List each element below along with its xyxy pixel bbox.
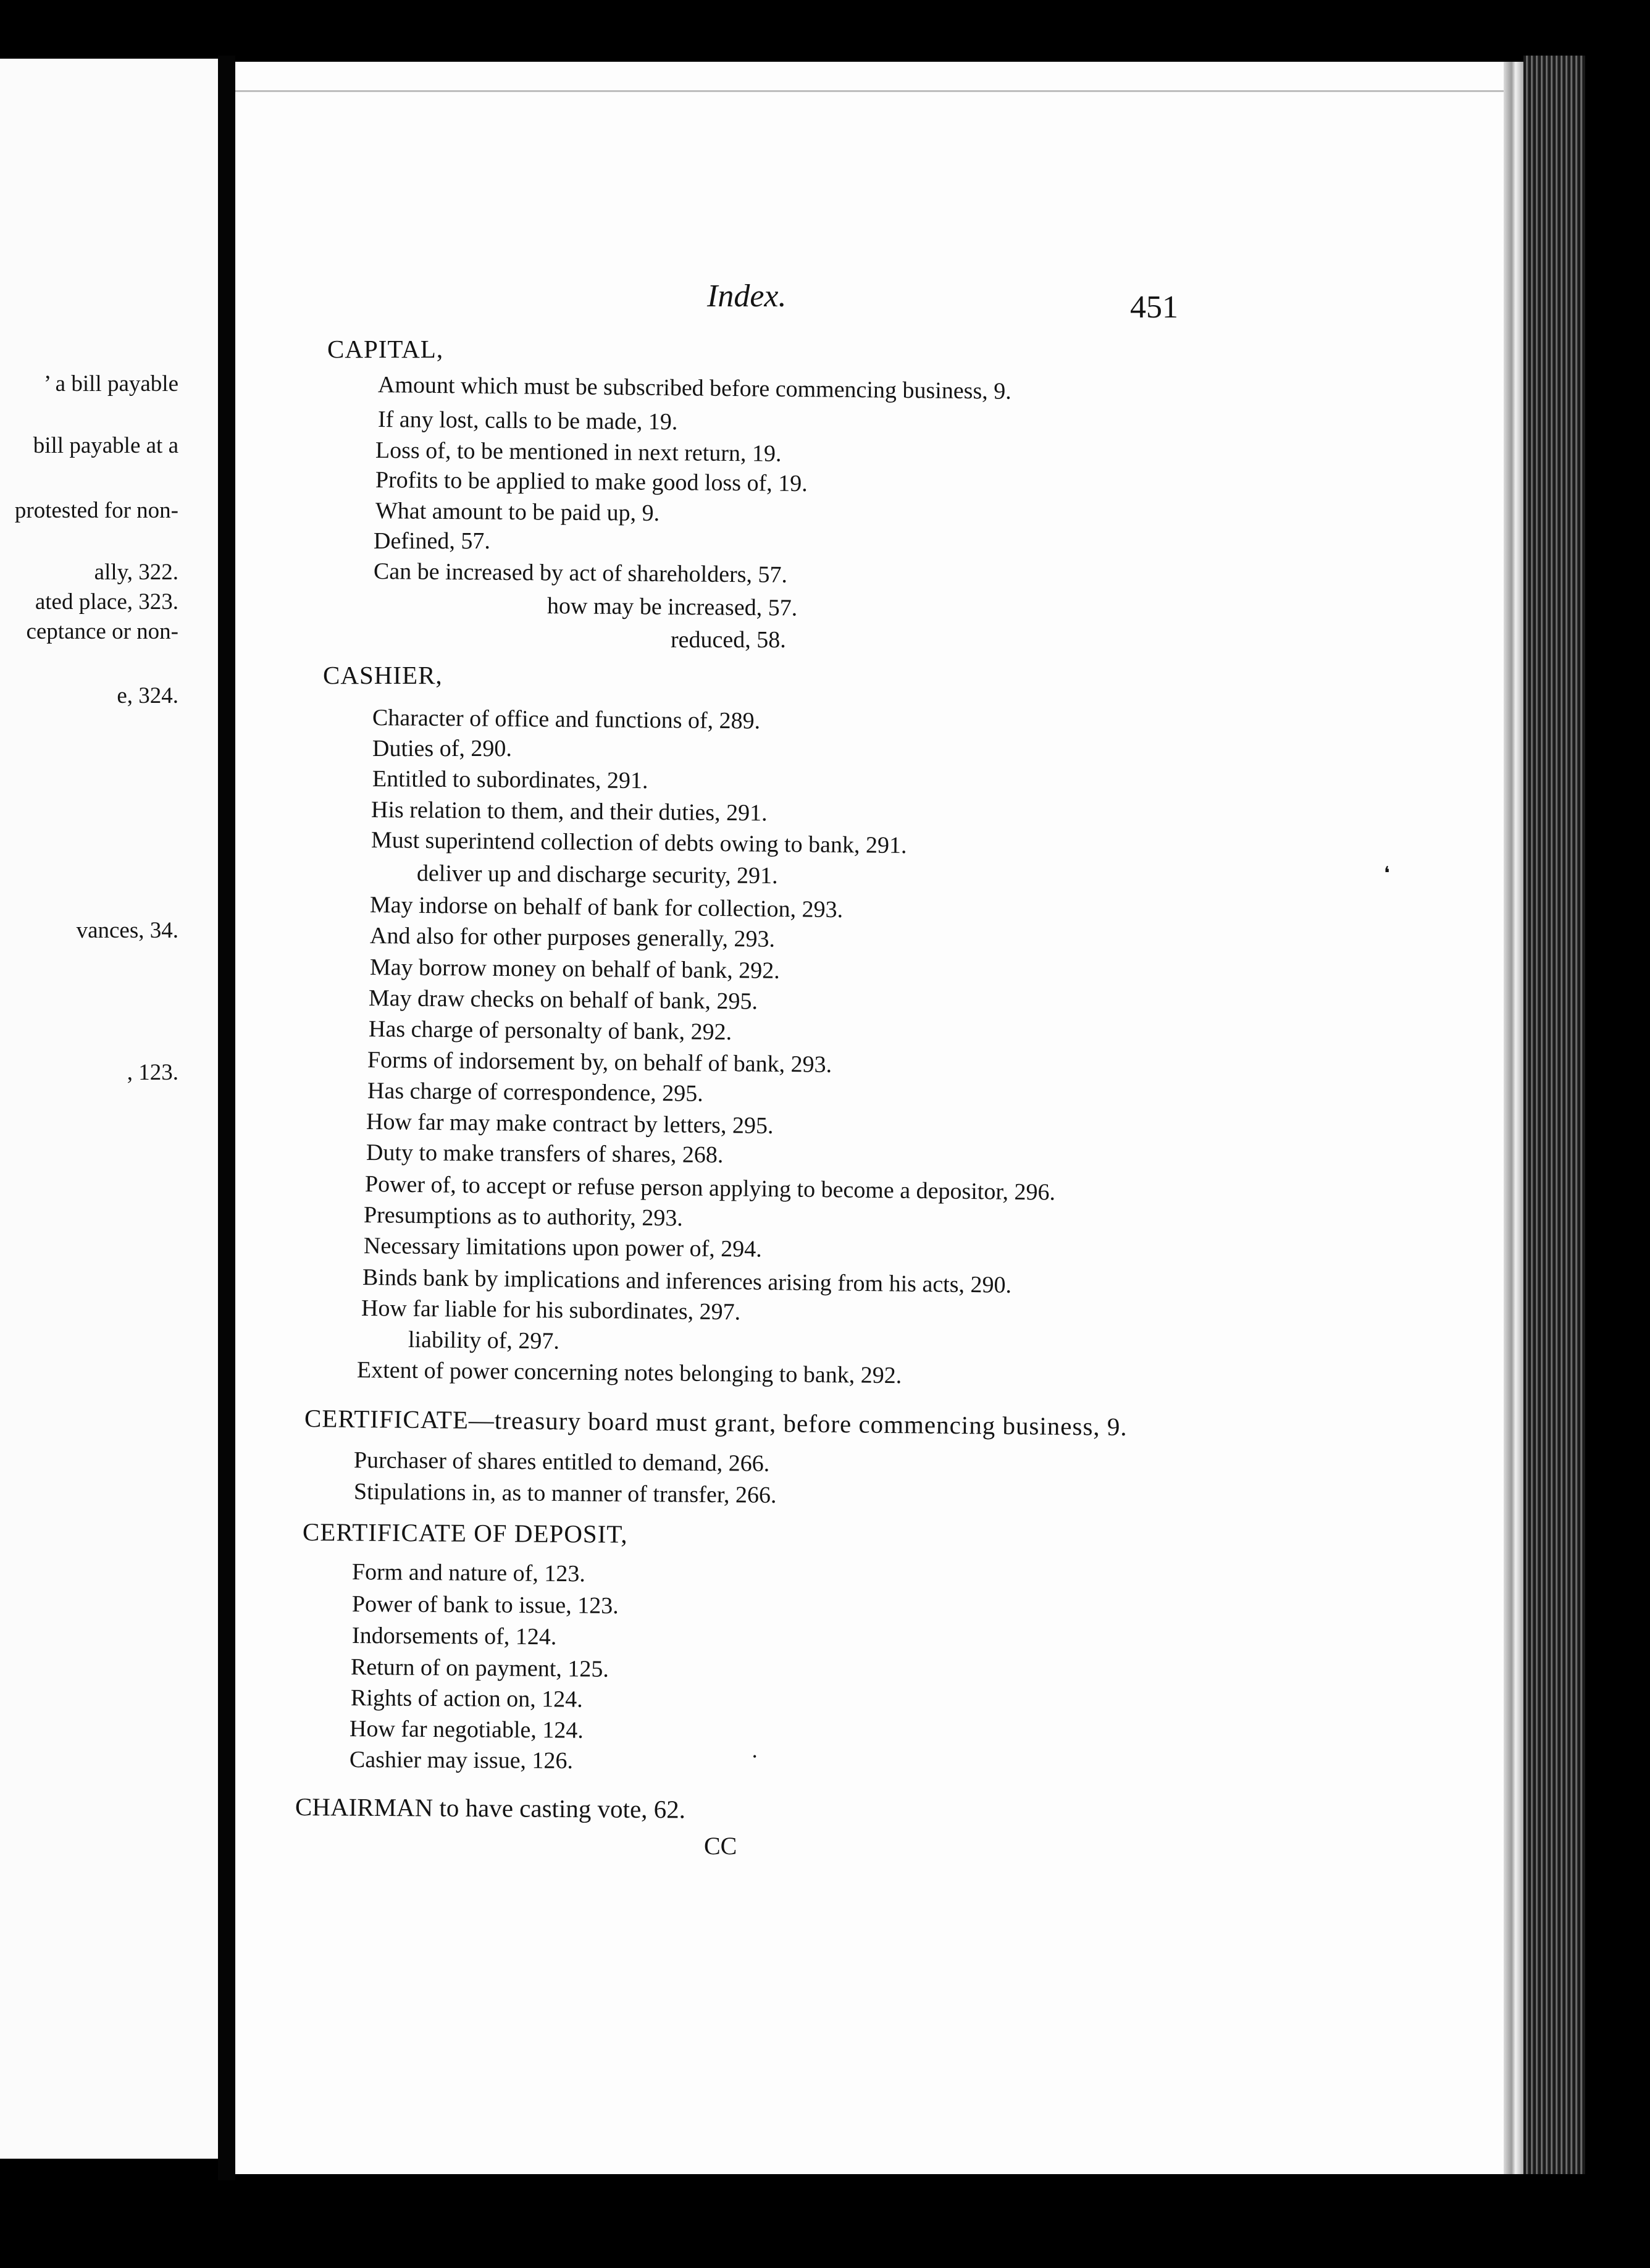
index-entry: Forms of indorsement by, on behalf of bank, 293. [367, 1047, 832, 1078]
index-entry: Form and nature of, 123. [351, 1559, 585, 1587]
index-entry: Defined, 57. [374, 528, 490, 554]
previous-page-line: vances, 34. [76, 918, 178, 943]
index-entry: Profits to be applied to make good loss of, 19. [375, 467, 808, 497]
index-entry: His relation to them, and their duties, 291. [371, 797, 768, 826]
index-entry: Necessary limitations upon power of, 294. [363, 1233, 762, 1262]
book-edge-background [1585, 56, 1650, 2174]
index-entry: Indorsements of, 124. [351, 1623, 557, 1650]
index-entry: Amount which must be subscribed before commencing business, 9. [377, 372, 1011, 405]
index-entry: Power of bank to issue, 123. [351, 1591, 619, 1619]
index-entry: What amount to be paid up, 9. [375, 498, 660, 527]
index-entry: Has charge of personalty of bank, 292. [368, 1016, 732, 1046]
page-leaves-edge [1523, 56, 1585, 2174]
index-entry: Purchaser of shares entitled to demand, 266. [353, 1447, 770, 1477]
previous-page-line: ally, 322. [94, 560, 178, 585]
index-entry: how may be increased, 57. [547, 593, 798, 621]
book-gutter [218, 56, 235, 2180]
index-entry: reduced, 58. [671, 627, 786, 653]
page-number: 451 [1130, 290, 1178, 325]
previous-page-line: protested for non- [14, 498, 178, 523]
signature-mark: CC [704, 1832, 737, 1860]
page-edge-shadow [1504, 62, 1523, 2174]
index-entry: Return of on payment, 125. [350, 1654, 609, 1682]
previous-page-line: , 123. [127, 1060, 178, 1085]
index-entry: Character of office and functions of, 289. [372, 705, 761, 734]
index-entry: How far may make contract by letters, 295. [366, 1109, 774, 1139]
index-heading-cashier: CASHIER, [323, 661, 443, 689]
ink-speck: • [753, 1750, 757, 1763]
index-heading-chairman: CHAIRMAN to have casting vote, 62. [295, 1792, 686, 1824]
index-entry: deliver up and discharge security, 291. [416, 860, 778, 889]
previous-page-line: ’ a bill payable [43, 371, 178, 397]
index-entry: Binds bank by implications and inferences arising from his acts, 290. [362, 1264, 1012, 1298]
index-entry: liability of, 297. [408, 1327, 560, 1354]
previous-page-line: e, 324. [117, 683, 178, 708]
previous-page-line: ceptance or non- [26, 619, 178, 644]
index-entry: Extent of power concerning notes belonging to bank, 292. [356, 1357, 902, 1389]
previous-page-line: bill payable at a [33, 433, 178, 458]
index-entry: And also for other purposes generally, 293. [369, 923, 776, 952]
index-entry: Loss of, to be mentioned in next return, 19. [375, 437, 782, 467]
index-entry: Can be increased by act of shareholders, 57. [373, 558, 788, 588]
index-entry: Must superintend collection of debts owing to bank, 291. [371, 827, 907, 859]
index-entry: How far liable for his subordinates, 297. [361, 1295, 741, 1325]
index-heading-capital: CAPITAL, [327, 335, 444, 363]
previous-page [0, 59, 218, 2159]
index-entry: May borrow money on behalf of bank, 292. [369, 954, 780, 984]
index-entry: Power of, to accept or refuse person applying to become a depositor, 296. [364, 1171, 1056, 1206]
page-top-rule [235, 90, 1523, 92]
index-entry: Stipulations in, as to manner of transfer, 266. [353, 1479, 777, 1508]
index-heading-certificate: CERTIFICATE—treasury board must grant, before commencing business, 9. [304, 1404, 1128, 1441]
previous-page-line: ated place, 323. [35, 589, 178, 615]
index-entry: How far negotiable, 124. [349, 1716, 584, 1744]
index-entry: Has charge of correspondence, 295. [367, 1078, 703, 1107]
index-entry: May draw checks on behalf of bank, 295. [368, 985, 758, 1015]
index-entry: Duties of, 290. [372, 736, 512, 762]
running-head: Index. [707, 279, 787, 314]
index-entry: May indorse on behalf of bank for collection, 293. [369, 892, 844, 923]
index-entry: Rights of action on, 124. [350, 1685, 583, 1713]
index-entry: If any lost, calls to be made, 19. [377, 406, 678, 435]
index-entry: Presumptions as to authority, 293. [363, 1202, 684, 1232]
index-entry: Duty to make transfers of shares, 268. [366, 1140, 724, 1169]
ink-speck: ❛ [1384, 863, 1390, 884]
index-entry: Entitled to subordinates, 291. [372, 766, 648, 794]
index-heading-certificate-of-deposit: CERTIFICATE OF DEPOSIT, [302, 1518, 628, 1548]
index-entry: Cashier may issue, 126. [349, 1747, 574, 1774]
